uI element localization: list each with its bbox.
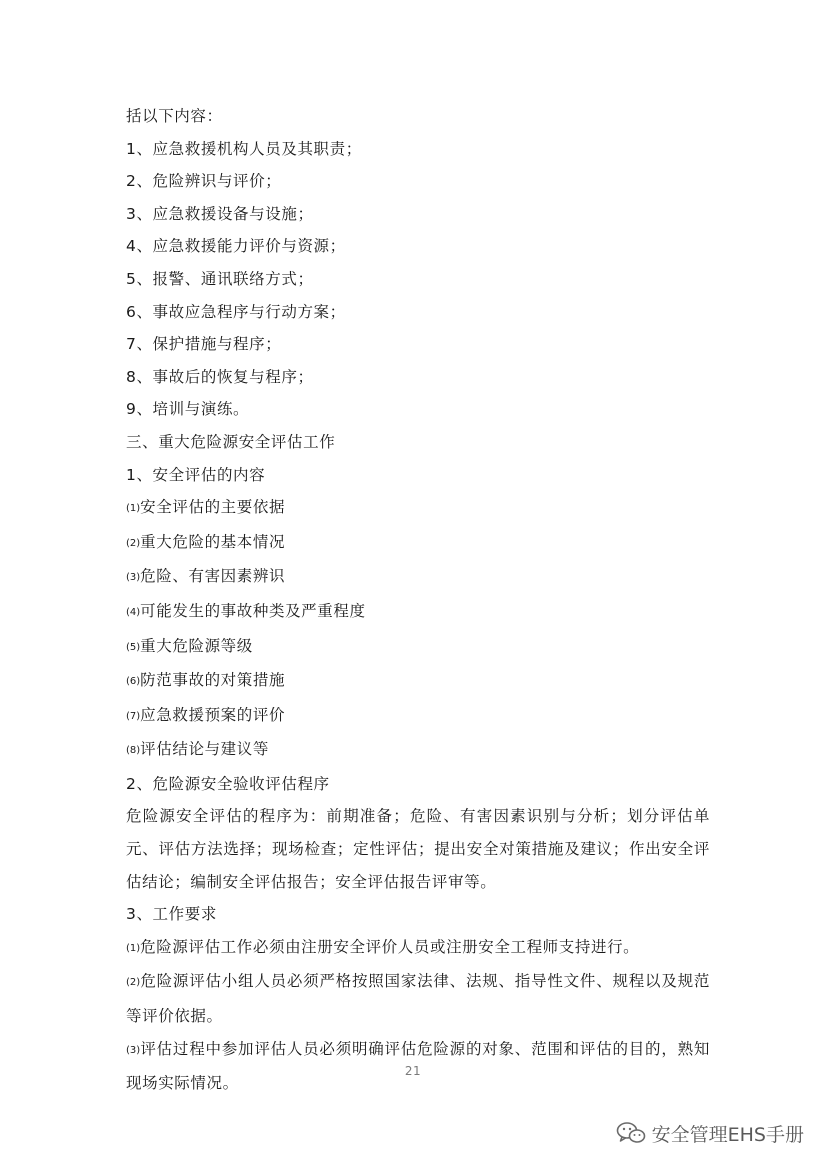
item-text: 防范事故的对策措施 [140,671,286,690]
item-text: 危险源评估工作必须由注册安全评价人员或注册安全工程师支持进行。 [140,937,640,956]
watermark-text: 安全管理EHS手册 [651,1123,804,1146]
assessment-item [126,733,710,768]
item-number: (1) [126,503,141,515]
item-text: 重大危险的基本情况 [140,532,286,551]
list-item: 8、事故后的恢复与程序； [126,367,314,386]
list-item: 7、保护措施与程序； [126,335,282,354]
item-number: (4) [126,606,141,618]
assessment-item [126,560,710,595]
subsection-heading: 2、危险源安全验收评估程序 [126,774,330,793]
subsection-heading: 3、工作要求 [126,905,217,924]
assessment-item [126,699,710,734]
subsection-heading: 1、安全评估的内容 [126,465,266,484]
item-text: 危险源评估小组人员必须严格按照国家法律、法规、指导性文件、规程以及规范等评价依据。 [126,972,710,1026]
wechat-icon [616,1121,646,1145]
requirement-item [126,931,710,966]
list-item: 3、应急救援设备与设施； [126,204,314,223]
item-number: (7) [126,710,141,722]
item-text: 应急救援预案的评价 [140,705,286,724]
item-text: 评估过程中参加评估人员必须明确评估危险源的对象、范围和评估的目的，熟知现场实际情况。 [126,1039,710,1093]
item-text: 评估结论与建议等 [140,740,269,759]
section-heading: 三、重大危险源安全评估工作 [126,432,336,451]
assessment-item [126,664,710,699]
list-item: 6、事故应急程序与行动方案； [126,302,346,321]
list-item: 5、报警、通讯联络方式； [126,269,314,288]
list-item: 4、应急救援能力评价与资源； [126,237,346,256]
item-number: (2) [126,537,141,549]
assessment-item [126,491,710,526]
item-text: 安全评估的主要依据 [140,498,286,517]
item-text: 可能发生的事故种类及严重程度 [140,601,366,620]
assessment-item [126,595,710,630]
item-number: (8) [126,745,141,757]
item-number: (3) [126,572,141,584]
watermark [616,1118,804,1148]
requirement-item [126,965,710,1032]
paragraph: 危险源安全评估的程序为：前期准备；危险、有害因素识别与分析；划分评估单元、评估方法选择；现场检查；定性评估；提出安全对策措施及建议；作出安全评估结论；编制安全评估报告；安全评估报告评审等。 [126,807,710,891]
item-number: (3) [126,1044,141,1056]
text-line: 括以下内容： [126,107,223,125]
assessment-item [126,630,710,665]
item-number: (5) [126,641,141,653]
item-number: (1) [126,942,141,954]
list-item: 1、应急救援机构人员及其职责； [126,139,362,158]
list-item: 2、危险辨识与评价； [126,172,282,191]
list-item: 9、培训与演练。 [126,400,250,419]
assessment-item [126,526,710,561]
page-number: 21 [404,1064,422,1078]
item-number: (6) [126,676,141,688]
item-number: (2) [126,977,141,989]
document-body [126,100,710,1100]
item-text: 危险、有害因素辨识 [140,567,286,586]
item-text: 重大危险源等级 [140,636,253,655]
